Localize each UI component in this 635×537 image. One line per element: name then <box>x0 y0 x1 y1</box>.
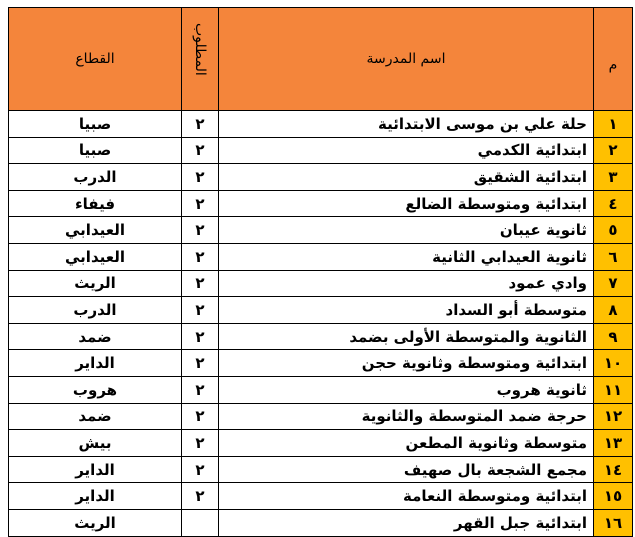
required-count: ٢ <box>182 456 219 483</box>
row-number: ١٢ <box>594 403 633 430</box>
sector-name: الداير <box>9 483 182 510</box>
row-number: ١٣ <box>594 430 633 457</box>
school-name: ابتدائية ومتوسطة النعامة <box>219 483 594 510</box>
required-count: ٢ <box>182 323 219 350</box>
required-count: ٢ <box>182 483 219 510</box>
header-sector: القطاع <box>9 8 182 111</box>
school-name: حلة علي بن موسى الابتدائية <box>219 111 594 138</box>
table-row <box>9 509 633 536</box>
row-number: ٥ <box>594 217 633 244</box>
sector-name: بيش <box>9 430 182 457</box>
school-name: ابتدائية ومتوسطة الضالع <box>219 190 594 217</box>
row-number: ١٦ <box>594 509 633 536</box>
table-row <box>9 323 633 350</box>
header-num: م <box>594 8 633 111</box>
school-name: وادي عمود <box>219 270 594 297</box>
school-name: ثانوية العيدابي الثانية <box>219 243 594 270</box>
sector-name: العيدابي <box>9 243 182 270</box>
required-count: ٢ <box>182 376 219 403</box>
school-name: ثانوية هروب <box>219 376 594 403</box>
table-row <box>9 164 633 191</box>
required-count: ٢ <box>182 217 219 244</box>
sector-name: ضمد <box>9 323 182 350</box>
header-required <box>182 8 219 111</box>
row-number: ٢ <box>594 137 633 164</box>
sector-name: الدرب <box>9 297 182 324</box>
sector-name: ضمد <box>9 403 182 430</box>
table-row <box>9 111 633 138</box>
row-number: ٩ <box>594 323 633 350</box>
table-row <box>9 297 633 324</box>
sector-name: الداير <box>9 456 182 483</box>
required-count: ٢ <box>182 297 219 324</box>
row-number: ٨ <box>594 297 633 324</box>
required-count: ٢ <box>182 403 219 430</box>
schools-table-container <box>8 7 628 537</box>
header-school-name: اسم المدرسة <box>219 8 594 111</box>
school-name: ابتدائية جبل القهر <box>219 509 594 536</box>
table-row <box>9 376 633 403</box>
required-count: ٢ <box>182 350 219 377</box>
sector-name: الريث <box>9 509 182 536</box>
row-number: ١٥ <box>594 483 633 510</box>
table-header-row <box>9 8 633 111</box>
sector-name: الريث <box>9 270 182 297</box>
row-number: ٤ <box>594 190 633 217</box>
school-name: متوسطة أبو السداد <box>219 297 594 324</box>
row-number: ٦ <box>594 243 633 270</box>
table-row <box>9 430 633 457</box>
required-count: ٢ <box>182 243 219 270</box>
school-name: ابتدائية ومتوسطة وثانوية حجن <box>219 350 594 377</box>
table-row <box>9 217 633 244</box>
sector-name: فيفاء <box>9 190 182 217</box>
required-count: ٢ <box>182 270 219 297</box>
required-count: ٢ <box>182 190 219 217</box>
school-name: متوسطة وثانوية المطعن <box>219 430 594 457</box>
required-count <box>182 509 219 536</box>
school-name: ثانوية عيبان <box>219 217 594 244</box>
row-number: ١ <box>594 111 633 138</box>
schools-table <box>8 7 633 537</box>
header-required-label: المطلوب <box>192 22 208 76</box>
table-row <box>9 403 633 430</box>
table-row <box>9 350 633 377</box>
school-name: مجمع الشجعة بال صهيف <box>219 456 594 483</box>
sector-name: صبيا <box>9 137 182 164</box>
school-name: ابتدائية الشقيق <box>219 164 594 191</box>
sector-name: الدرب <box>9 164 182 191</box>
table-row <box>9 456 633 483</box>
row-number: ١٠ <box>594 350 633 377</box>
school-name: حرجة ضمد المتوسطة والثانوية <box>219 403 594 430</box>
row-number: ١٤ <box>594 456 633 483</box>
required-count: ٢ <box>182 137 219 164</box>
required-count: ٢ <box>182 430 219 457</box>
table-row <box>9 243 633 270</box>
sector-name: هروب <box>9 376 182 403</box>
table-row <box>9 137 633 164</box>
sector-name: صبيا <box>9 111 182 138</box>
required-count: ٢ <box>182 111 219 138</box>
table-row <box>9 270 633 297</box>
school-name: ابتدائية الكدمي <box>219 137 594 164</box>
table-row <box>9 190 633 217</box>
table-body <box>9 111 633 537</box>
required-count: ٢ <box>182 164 219 191</box>
sector-name: الداير <box>9 350 182 377</box>
school-name: الثانوية والمتوسطة الأولى بضمد <box>219 323 594 350</box>
row-number: ١١ <box>594 376 633 403</box>
row-number: ٧ <box>594 270 633 297</box>
sector-name: العيدابي <box>9 217 182 244</box>
row-number: ٣ <box>594 164 633 191</box>
table-row <box>9 483 633 510</box>
